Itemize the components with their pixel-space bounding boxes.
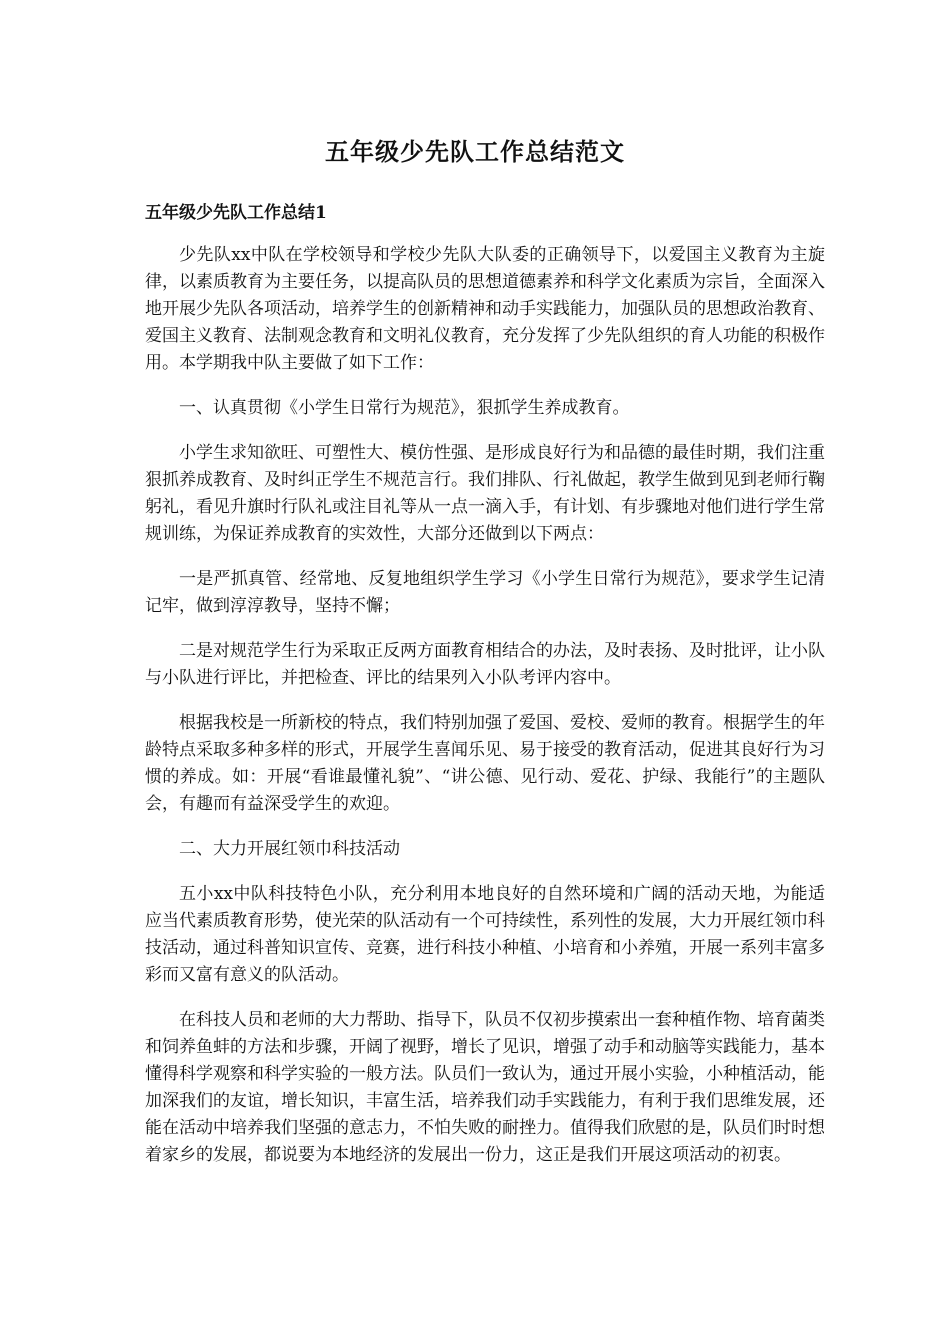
paragraph-point-two: 二是对规范学生行为采取正反两方面教育相结合的办法，及时表扬、及时批评，让小队与小队进行评比，并把检查、评比的结果列入小队考评内容中。	[145, 641, 825, 688]
document-body	[145, 242, 825, 1186]
paragraph-intro: 少先队xx中队在学校领导和学校少先队大队委的正确领导下，以爱国主义教育为主旋律，以素质教育为主要任务，以提高队员的思想道德素养和科学文化素质为宗旨，全面深入地开展少先队各项活动，培养学生的创新精神和动手实践能力，加强队员的思想政治教育、爱国主义教育、法制观念教育和文明礼仪教育，充分发挥了少先队组织的育人功能的积极作用。本学期我中队主要做了如下工作：	[145, 245, 825, 373]
document-title: 五年级少先队工作总结范文	[325, 137, 625, 166]
paragraph-habit-education: 小学生求知欲旺、可塑性大、模仿性强、是形成良好行为和品德的最佳时期，我们注重狠抓养成教育、及时纠正学生不规范言行。我们排队、行礼做起，教学生做到见到老师行鞠躬礼，看见升旗时行队礼或注目礼等从一点一滴入手，有计划、有步骤地对他们进行学生常规训练，为保证养成教育的实效性，大部分还做到以下两点：	[145, 443, 825, 544]
paragraph-science-results: 在科技人员和老师的大力帮助、指导下，队员不仅初步摸索出一套种植作物、培育菌类和饲养鱼蚌的方法和步骤，开阔了视野，增长了见识，增强了动手和动脑等实践能力，基本懂得科学观察和科学实验的一般方法。队员们一致认为，通过开展小实验，小种植活动，能加深我们的友谊，增长知识，丰富生活，培养我们动手实践能力，有利于我们思维发展，还能在活动中培养我们坚强的意志力，不怕失败的耐挫力。值得我们欣慰的是，队员们时时想着家乡的发展，都说要为本地经济的发展出一份力，这正是我们开展这项活动的初衷。	[145, 1010, 825, 1165]
section-heading: 五年级少先队工作总结1	[145, 203, 327, 223]
paragraph-heading-one: 一、认真贯彻《小学生日常行为规范》，狠抓学生养成教育。	[179, 398, 630, 418]
paragraph-heading-two: 二、大力开展红领巾科技活动	[179, 839, 400, 859]
paragraph-science-squad: 五小xx中队科技特色小队，充分利用本地良好的自然环境和广阔的活动天地，为能适应当代素质教育形势，使光荣的队活动有一个可持续性，系列性的发展，大力开展红领巾科技活动，通过科普知识宣传、竞赛，进行科技小种植、小培育和小养殖，开展一系列丰富多彩而又富有意义的队活动。	[145, 884, 825, 985]
paragraph-point-one: 一是严抓真管、经常地、反复地组织学生学习《小学生日常行为规范》，要求学生记清记牢，做到淳淳教导，坚持不懈；	[145, 569, 825, 616]
paragraph-patriotic-education: 根据我校是一所新校的特点，我们特别加强了爱国、爱校、爱师的教育。根据学生的年龄特点采取多种多样的形式，开展学生喜闻乐见、易于接受的教育活动，促进其良好行为习惯的养成。如：开展“看谁最懂礼貌”、“讲公德、见行动、爱花、护绿、我能行”的主题队会，有趣而有益深受学生的欢迎。	[145, 713, 825, 814]
